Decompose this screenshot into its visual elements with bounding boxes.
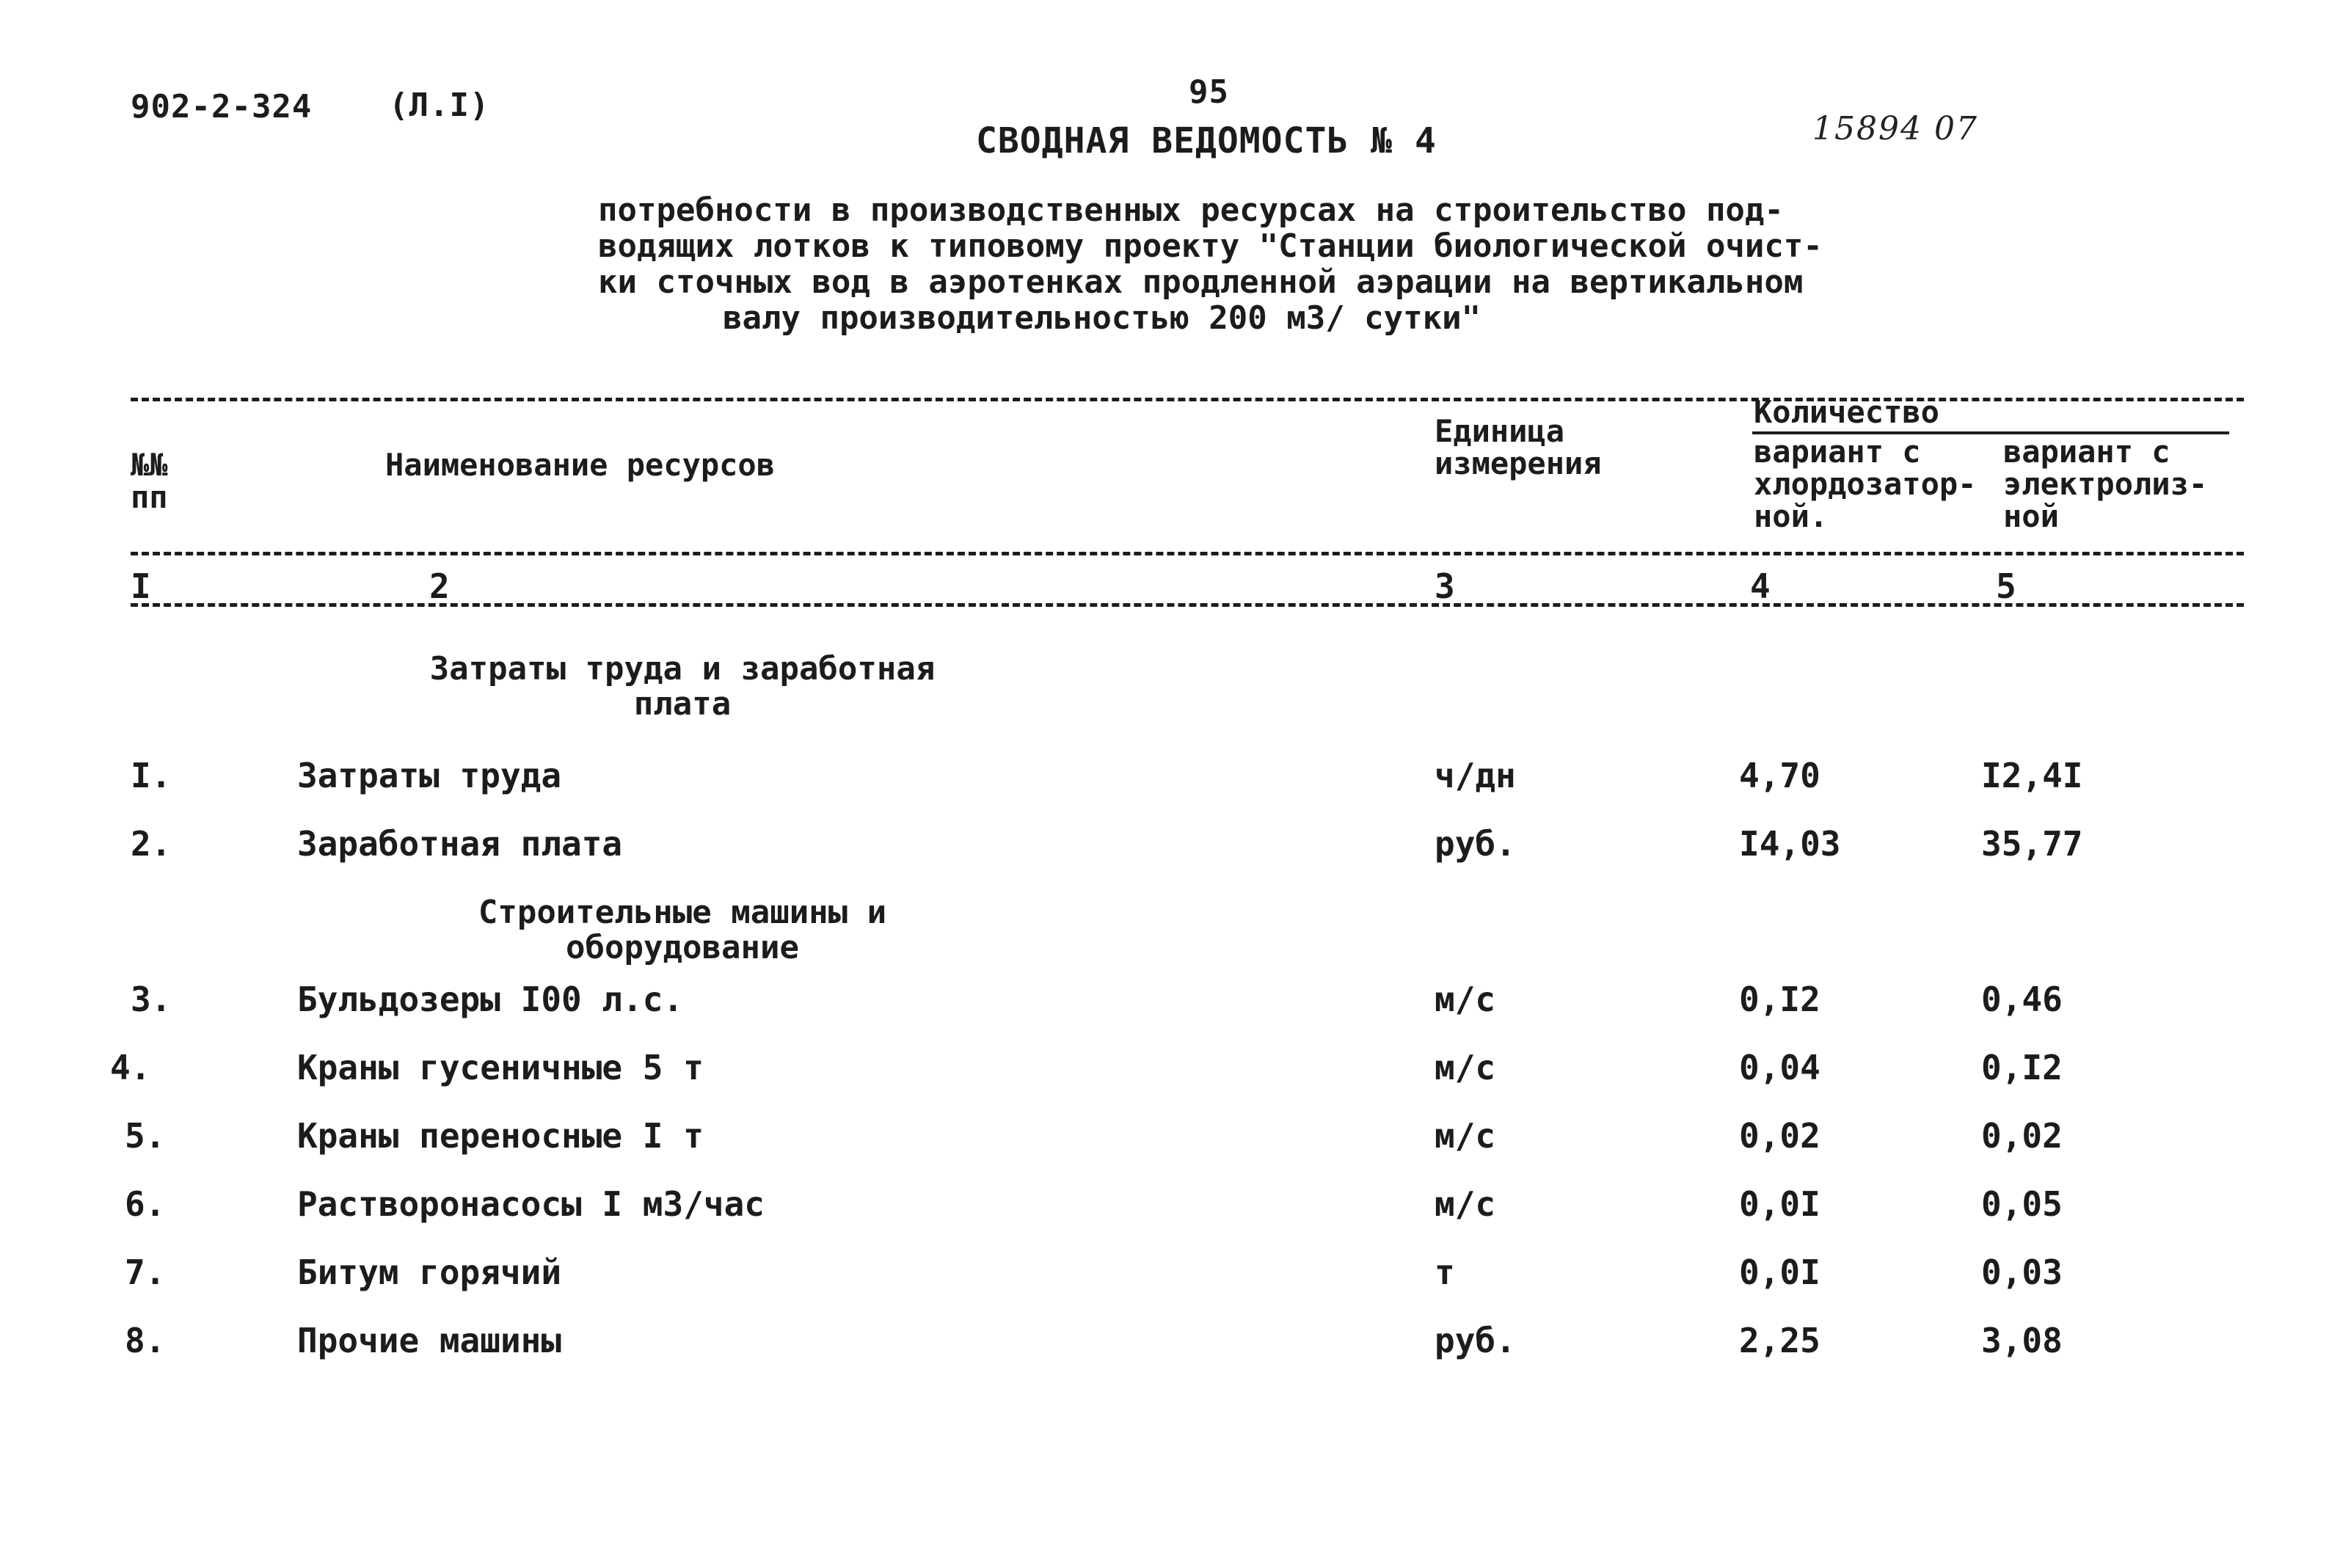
header-bottom-rule [131,552,2244,555]
document-code: 902-2-324 [131,88,313,125]
row-value-2: I2,4I [1981,756,2083,795]
row-unit: м/с [1435,1184,1496,1224]
row-name: Краны гусеничные 5 т [297,1048,704,1087]
row-num: 5. [125,1116,166,1156]
row-num: 7. [125,1252,166,1292]
row-unit: т [1435,1252,1455,1292]
header-variant-2: вариант с электролиз- ной [2003,434,2208,534]
subtitle-line-2: водящих лотков к типовому проекту "Станции биологической очист- [598,227,1823,265]
row-value-1: 4,70 [1739,756,1820,795]
row-num: 2. [131,824,172,864]
section-title-labor: Затраты труда и заработная плата [429,650,936,723]
row-unit: ч/дн [1435,756,1516,795]
row-num: 4. [110,1048,151,1087]
row-name: Бульдозеры I00 л.с. [297,980,684,1019]
page-title: СВОДНАЯ ВЕДОМОСТЬ № 4 [976,120,1437,161]
row-name: Затраты труда [297,756,562,795]
row-num: I. [131,756,172,795]
subtitle-line-1: потребности в производственных ресурсах на строительство под- [598,192,1784,229]
row-num: 3. [131,980,172,1019]
column-number-5: 5 [1996,566,2016,606]
inventory-number: 15894 07 [1812,110,1978,147]
row-value-2: 35,77 [1981,824,2083,864]
section-title-machines: Строительные машины и оборудование [478,894,887,966]
header-quantity: Количество [1754,394,1939,430]
row-value-1: 0,04 [1739,1048,1820,1087]
subtitle-line-3: ки сточных вод в аэротенках продленной аэрации на вертикальном [598,263,1804,301]
row-unit: руб. [1435,824,1516,864]
row-value-2: 0,46 [1981,980,2063,1019]
row-value-1: 2,25 [1739,1321,1820,1360]
row-name: Заработная плата [297,824,623,864]
row-name: Битум горячий [297,1252,562,1292]
column-number-1: I [131,566,151,606]
row-value-2: 0,05 [1981,1184,2063,1224]
row-unit: м/с [1435,1116,1496,1156]
row-value-1: 0,0I [1739,1184,1820,1224]
header-unit: Единица измерения [1435,413,1602,481]
row-unit: руб. [1435,1321,1516,1360]
row-num: 6. [125,1184,166,1224]
row-unit: м/с [1435,980,1496,1019]
row-name: Растворонасосы I м3/час [297,1184,765,1224]
row-value-2: 0,02 [1981,1116,2063,1156]
row-value-1: I4,03 [1739,824,1841,864]
row-value-1: 0,I2 [1739,980,1820,1019]
row-name: Прочие машины [297,1321,562,1360]
header-name: Наименование ресурсов [385,447,776,483]
header-num: №№ пп [131,447,168,515]
row-name: Краны переносные I т [297,1116,704,1156]
row-value-2: 0,03 [1981,1252,2063,1292]
page-number: 95 [1189,73,1229,111]
column-number-4: 4 [1750,566,1771,606]
subtitle-line-4: валу производительностью 200 м3/ сутки" [723,299,1481,337]
column-number-2: 2 [429,566,450,606]
header-variant-1: вариант с хлордозатор- ной. [1754,434,1977,534]
row-value-1: 0,0I [1739,1252,1820,1292]
row-value-2: 0,I2 [1981,1048,2063,1087]
row-unit: м/с [1435,1048,1496,1087]
row-num: 8. [125,1321,166,1360]
album-code: (Л.I) [389,87,490,124]
row-value-1: 0,02 [1739,1116,1820,1156]
row-value-2: 3,08 [1981,1321,2063,1360]
column-number-3: 3 [1435,566,1455,606]
